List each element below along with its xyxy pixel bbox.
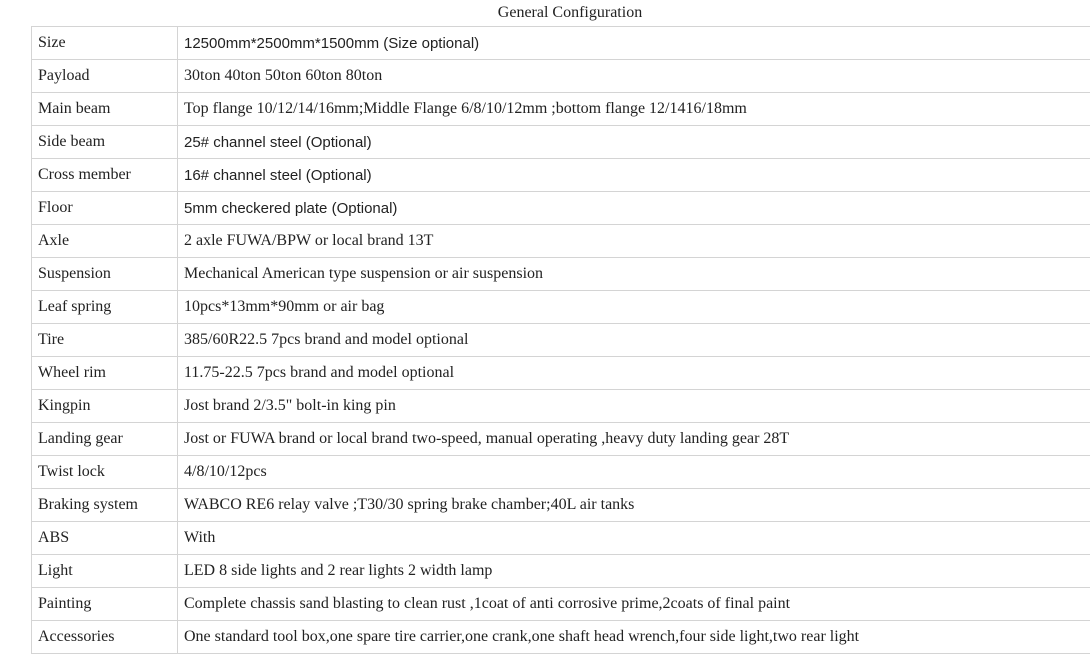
- table-row: [32, 192, 1090, 225]
- row-value: Top flange 10/12/14/16mm;Middle Flange 6/8/10/12mm ;bottom flange 12/1416/18mm: [178, 93, 1090, 126]
- table-row: [32, 93, 1090, 126]
- row-label: Cross member: [32, 159, 178, 192]
- table-row: [32, 291, 1090, 324]
- row-value: 11.75-22.5 7pcs brand and model optional: [178, 357, 1090, 390]
- row-label: Main beam: [32, 93, 178, 126]
- row-label: Landing gear: [32, 423, 178, 456]
- row-value: 385/60R22.5 7pcs brand and model optional: [178, 324, 1090, 357]
- row-label: Size: [32, 27, 178, 60]
- table-row: [32, 390, 1090, 423]
- row-value: LED 8 side lights and 2 rear lights 2 width lamp: [178, 555, 1090, 588]
- row-value: Mechanical American type suspension or air suspension: [178, 258, 1090, 291]
- table-row: [32, 456, 1090, 489]
- row-label: Leaf spring: [32, 291, 178, 324]
- table-row: [32, 126, 1090, 159]
- row-label: Side beam: [32, 126, 178, 159]
- row-value: 30ton 40ton 50ton 60ton 80ton: [178, 60, 1090, 93]
- table-title: General Configuration: [497, 4, 643, 21]
- row-value: 16# channel steel (Optional): [178, 159, 1090, 192]
- row-label: Axle: [32, 225, 178, 258]
- table-row: [32, 588, 1090, 621]
- row-value: Jost or FUWA brand or local brand two-speed, manual operating ,heavy duty landing gear 28T: [178, 423, 1090, 456]
- row-label: Twist lock: [32, 456, 178, 489]
- table-row: [32, 423, 1090, 456]
- table-row: [32, 324, 1090, 357]
- table-row: [32, 489, 1090, 522]
- table-row: [32, 555, 1090, 588]
- row-label: Floor: [32, 192, 178, 225]
- row-label: ABS: [32, 522, 178, 555]
- row-value: 5mm checkered plate (Optional): [178, 192, 1090, 225]
- row-label: Payload: [32, 60, 178, 93]
- row-value: With: [178, 522, 1090, 555]
- table-row: [32, 159, 1090, 192]
- row-label: Wheel rim: [32, 357, 178, 390]
- table-row: [32, 621, 1090, 654]
- configuration-table: [31, 26, 1090, 654]
- row-value: WABCO RE6 relay valve ;T30/30 spring brake chamber;40L air tanks: [178, 489, 1090, 522]
- row-value: Complete chassis sand blasting to clean rust ,1coat of anti corrosive prime,2coats of final paint: [178, 588, 1090, 621]
- row-value: 12500mm*2500mm*1500mm (Size optional): [178, 27, 1090, 60]
- row-value: 10pcs*13mm*90mm or air bag: [178, 291, 1090, 324]
- row-label: Suspension: [32, 258, 178, 291]
- row-label: Painting: [32, 588, 178, 621]
- row-label: Braking system: [32, 489, 178, 522]
- table-row: [32, 522, 1090, 555]
- row-value: 2 axle FUWA/BPW or local brand 13T: [178, 225, 1090, 258]
- row-value: 4/8/10/12pcs: [178, 456, 1090, 489]
- row-value: Jost brand 2/3.5" bolt-in king pin: [178, 390, 1090, 423]
- configuration-table-body: [32, 27, 1090, 654]
- table-row: [32, 258, 1090, 291]
- row-value: 25# channel steel (Optional): [178, 126, 1090, 159]
- row-label: Kingpin: [32, 390, 178, 423]
- row-label: Tire: [32, 324, 178, 357]
- row-label: Light: [32, 555, 178, 588]
- table-row: [32, 60, 1090, 93]
- row-label: Accessories: [32, 621, 178, 654]
- table-row: [32, 357, 1090, 390]
- table-row: [32, 225, 1090, 258]
- row-value: One standard tool box,one spare tire carrier,one crank,one shaft head wrench,four side light,two rear light: [178, 621, 1090, 654]
- table-row: [32, 27, 1090, 60]
